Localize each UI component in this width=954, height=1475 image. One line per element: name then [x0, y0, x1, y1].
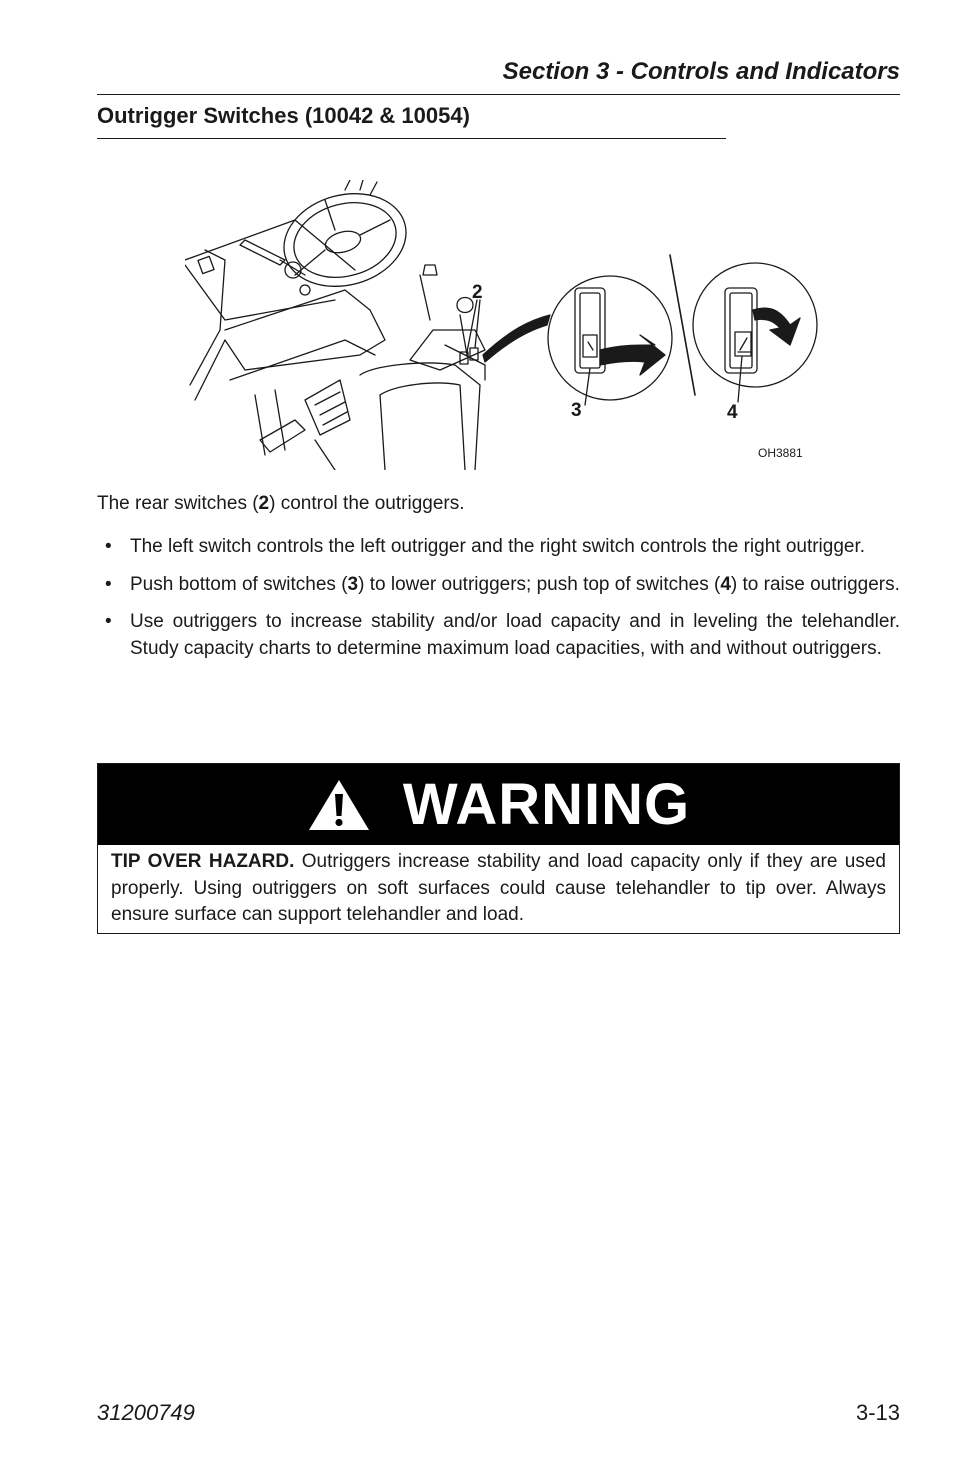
callout-2: 2	[472, 282, 483, 303]
warning-title: WARNING	[402, 772, 691, 837]
warning-box	[97, 763, 900, 934]
outrigger-switch-illustration	[185, 180, 825, 470]
warning-triangle-icon	[307, 778, 371, 832]
instruction-list	[97, 534, 900, 673]
inset-divider	[670, 255, 695, 395]
callout-2-leader	[467, 300, 480, 352]
document-number: 31200749	[97, 1400, 195, 1425]
list-item: • The left switch controls the left outrigger and the right switch controls the right outrigger.	[97, 534, 900, 561]
switch-inset-lower	[548, 276, 672, 405]
intro-paragraph: The rear switches (2) control the outriggers.	[97, 493, 465, 514]
page-number: 3-13	[855, 1400, 900, 1425]
cab-drawing	[185, 180, 550, 470]
switch-inset-raise	[693, 263, 817, 402]
page-heading: Outrigger Switches (10042 & 10054)	[97, 103, 470, 128]
bullet-glyph: •	[105, 573, 112, 595]
bullet-glyph: •	[105, 536, 112, 557]
figure-code: OH3881	[758, 446, 803, 460]
section-title: Section 3 - Controls and Indicators	[502, 58, 900, 85]
callout-3: 3	[571, 400, 582, 421]
list-item: • Use outriggers to increase stability and/or load capacity and in leveling the telehandler. Study capacity charts to determine maximum load capacities, with and without outriggers.	[105, 611, 900, 659]
header-rule	[97, 94, 900, 95]
list-item: • Push bottom of switches (3) to lower outriggers; push top of switches (4) to raise outriggers.	[97, 572, 900, 599]
heading-rule	[97, 138, 726, 139]
warning-header	[98, 764, 899, 845]
callout-4: 4	[727, 402, 738, 423]
bullet-glyph: •	[105, 611, 112, 632]
warning-text: TIP OVER HAZARD. Outriggers increase stability and load capacity only if they are used properly. Using outriggers on soft surfaces could cause telehandler to tip over. Always ensure surface can support telehandler and load.	[111, 851, 886, 925]
